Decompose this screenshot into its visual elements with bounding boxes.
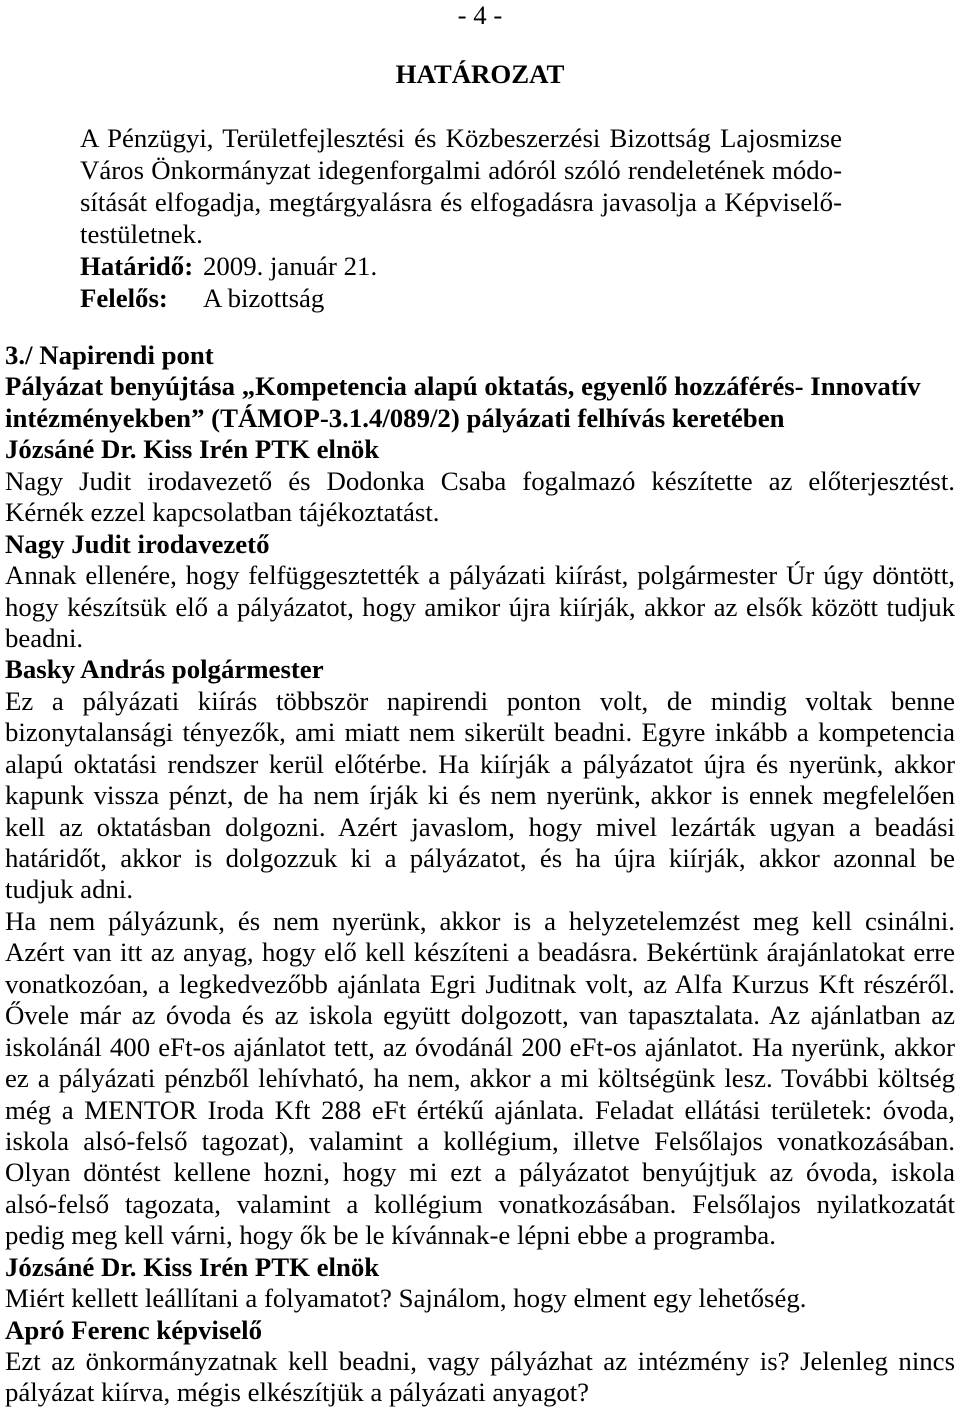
speech-line: tudjuk adni. [5, 874, 134, 905]
speech-line: vonatkozóan, a legkedvezőbb ajánlata Egri Juditnak volt, az Alfa Kurzus Kft részéről. [5, 968, 955, 999]
speech-line: beadni. [5, 622, 84, 653]
speech-line: Olyan döntést kellene hozni, hogy mi ezt a pályázatot benyújtjuk az óvoda, iskola [5, 1157, 955, 1188]
resolution-line: A Pénzügyi, Területfejlesztési és Közbeszerzési Bizottság Lajosmizse [80, 123, 842, 153]
page-number: - 4 - [457, 0, 503, 30]
speaker-name: Apró Ferenc képviselő [5, 1314, 263, 1345]
agenda-item-subject: Pályázat benyújtása „Kompetencia alapú oktatás, egyenlő hozzáférés- Innovatív [5, 371, 921, 402]
speech-line: kapunk vissza pénzt, de ha nem írják ki és nem nyerünk, akkor is ennek megfelelően [5, 780, 955, 811]
speaker-name: Basky András polgármester [5, 654, 324, 685]
speech-line: kell az oktatásban dolgozni. Azért javaslom, hogy mivel lezárták ugyan a beadási [5, 811, 955, 842]
speech-line: bizonytalansági tényezők, ami miatt nem sikerült beadni. Egyre inkább a kompetencia [5, 717, 955, 748]
responsible-value: A bizottság [203, 283, 325, 313]
speech-line: Annak ellenére, hogy felfüggesztették a pályázati kiírást, polgármester Úr úgy döntött, [5, 560, 955, 591]
speech-line: Kérnék ezzel kapcsolatban tájékoztatást. [5, 497, 440, 528]
responsible-row [80, 282, 842, 314]
speech-line: alsó-felső tagozata, valamint a kollégium vonatkozásában. Felsőlajos nyilatkozatát [5, 1188, 955, 1219]
speaker-name: Józsáné Dr. Kiss Irén PTK elnök [5, 434, 380, 465]
speech-line: Ez a pályázati kiírás többször napirendi ponton volt, de mindig voltak benne [5, 685, 955, 716]
speech-line: pedig meg kell várni, hogy ők be le kívánnak-e lépni ebbe a programba. [5, 1220, 776, 1251]
speech-line: Azért van itt az anyag, hogy elő kell készíteni a beadásra. Bekértünk árajánlatokat erre [5, 937, 955, 968]
speech-line: még a MENTOR Iroda Kft 288 eFt értékű ajánlata. Feladat ellátási területek: óvoda, [5, 1094, 955, 1125]
speech-line: pályázat kiírva, mégis elkészítjük a pályázati anyagot? [5, 1377, 590, 1408]
speech-line: Ővele már az óvoda és az iskola együtt dolgozott, van tapasztalata. Az ajánlatban az [5, 1000, 955, 1031]
speech-line: iskola alsó-felső tagozat), valamint a kollégium, illetve Felsőlajos vonatkozásában. [5, 1125, 955, 1156]
responsible-label: Felelős: [80, 283, 168, 313]
speech-line: Miért kellett leállítani a folyamatot? Sajnálom, hogy elment egy lehetőség. [5, 1283, 807, 1314]
resolution-text [80, 122, 842, 314]
resolution-line: sítását elfogadja, megtárgyalásra és elfogadásra javasolja a Képviselő- [80, 187, 842, 217]
speech-line: alapú oktatási rendszer kerül előtérbe. Ha kiírják a pályázatot újra és nyerünk, akkor [5, 748, 955, 779]
speech-line: hogy készítsük elő a pályázatot, hogy amikor újra kiírják, akkor az elsők között tudjuk [5, 591, 955, 622]
resolution-line: testületnek. [80, 219, 203, 249]
deadline-row [80, 250, 842, 282]
speech-line: ez a pályázati pénzből lehívható, ha nem, akkor a mi költségünk lesz. További költség [5, 1063, 955, 1094]
resolution-line: Város Önkormányzat idegenforgalmi adóról szóló rendeletének módo- [80, 155, 842, 185]
speech-line: Ha nem pályázunk, és nem nyerünk, akkor is a helyzetelemzést meg kell csinálni. [5, 905, 955, 936]
resolution-title: HATÁROZAT [395, 59, 565, 89]
speech-line: határidőt, akkor is dolgozzuk ki a pályázatot, és ha újra kiírják, akkor azonnal be [5, 843, 955, 873]
deadline-value: 2009. január 21. [203, 251, 378, 281]
speech-line: Nagy Judit irodavezető és Dodonka Csaba fogalmazó készítette az előterjesztést. [5, 465, 955, 496]
agenda-item-subject: intézményekben” (TÁMOP-3.1.4/089/2) pályázati felhívás keretében [5, 402, 785, 433]
speech-line: iskolánál 400 eFt-os ajánlatot tett, az óvodánál 200 eFt-os ajánlatot. Ha nyerünk, akkor [5, 1031, 955, 1062]
agenda-item-number: 3./ Napirendi pont [5, 340, 214, 370]
speech-line: Ezt az önkormányzatnak kell beadni, vagy pályázhat az intézmény is? Jelenleg nincs [5, 1346, 955, 1376]
deadline-label: Határidő: [80, 251, 194, 281]
speaker-name: Józsáné Dr. Kiss Irén PTK elnök [5, 1251, 380, 1282]
speaker-name: Nagy Judit irodavezető [5, 528, 270, 559]
minutes-body [5, 340, 955, 1409]
